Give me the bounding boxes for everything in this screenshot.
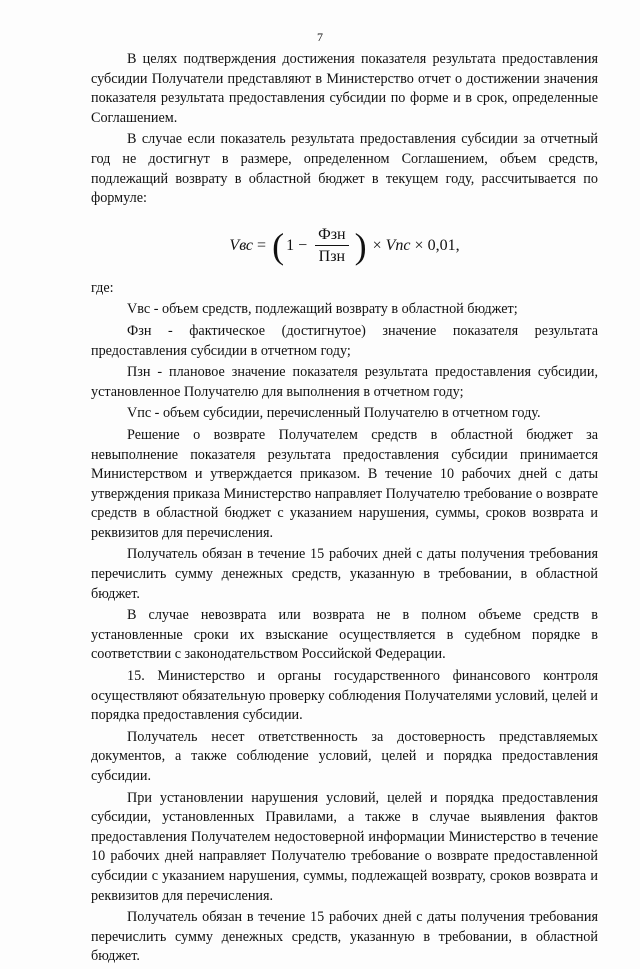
paragraph: В целях подтверждения достижения показателя результата предоставления субсидии Получатели представляют в Министерство отчет о достижении значения показателя результата предоставления субсидии по форме и в срок, определенные Соглашением. (91, 51, 598, 126)
formula-times: × (414, 236, 424, 254)
document-body (91, 50, 598, 969)
definition: Фзн - фактическое (достигнутое) значение показателя результата предоставления субсидии в отчетном году; (91, 322, 598, 359)
definition: Vпс - объем субсидии, перечисленный Получателю в отчетном году. (127, 405, 541, 422)
formula (91, 217, 598, 275)
formula-minus: − (298, 236, 308, 254)
formula-fraction (315, 225, 349, 267)
formula-paren-close: ) (354, 225, 367, 266)
paragraph: Решение о возврате Получателем средств в областной бюджет за невыполнение показателя результата предоставления субсидии принимается Министерством и утверждается приказом. В течение 10 рабочих дней с даты утверждения приказа Министерство направляет Получателю требование о возврате средств в областной бюджет с указанием нарушения, суммы, сроков возврата и реквизитов для перечисления. (91, 426, 598, 541)
formula-numerator: Фзн (315, 225, 349, 247)
formula-vpc: Vпс (385, 236, 411, 254)
definition: Vвс - объем средств, подлежащий возврату в областной бюджет; (127, 301, 518, 318)
formula-times: × (372, 236, 382, 254)
paragraph: В случае невозврата или возврата не в полном объеме средств в установленные сроки их взыскание осуществляется в судебном порядке в соответствии с законодательством Российской Федерации. (91, 607, 598, 663)
paragraph: 15. Министерство и органы государственного финансового контроля осуществляют обязательную проверку соблюдения Получателями условий, целей и порядка предоставления субсидии. (91, 668, 598, 724)
formula-coefficient: 0,01, (427, 236, 460, 254)
formula-lhs: Vвс (229, 236, 254, 254)
paragraph: Получатель обязан в течение 15 рабочих дней с даты получения требования перечислить сумму денежных средств, указанную в требовании, в областной бюджет. (91, 546, 598, 602)
paragraph: При установлении нарушения условий, целей и порядка предоставления субсидии, установленных Правилами, а также в случае выявления фактов предоставления Получателем недостоверной информации Министерство в течение 10 рабочих дней направляет Получателю требование о возврате предоставленной субсидии с указанием нарушения, суммы, подлежащей возврату, сроков возврата и реквизитов для перечисления. (91, 789, 598, 904)
formula-equals: = (257, 236, 267, 254)
formula-one: 1 (286, 236, 295, 254)
where-label: где: (91, 279, 114, 296)
definition: Пзн - плановое значение показателя результата предоставления субсидии, установленное Получателю для выполнения в отчетном году; (91, 364, 598, 400)
formula-denominator: Пзн (318, 248, 346, 266)
paragraph: В случае если показатель результата предоставления субсидии за отчетный год не достигнут в размере, определенном Соглашением, объем средств, подлежащий возврату в областной бюджет в текущем году, рассчитывается по формуле: (91, 131, 598, 207)
paragraph: Получатель обязан в течение 15 рабочих дней с даты получения требования перечислить сумму денежных средств, указанную в требовании, в областной бюджет. (91, 909, 598, 965)
paragraph: Получатель несет ответственность за достоверность представляемых документов, а также соблюдение условий, целей и порядка предоставления субсидии. (91, 728, 598, 784)
page-number: 7 (317, 30, 323, 44)
formula-paren-open: ( (272, 225, 285, 266)
